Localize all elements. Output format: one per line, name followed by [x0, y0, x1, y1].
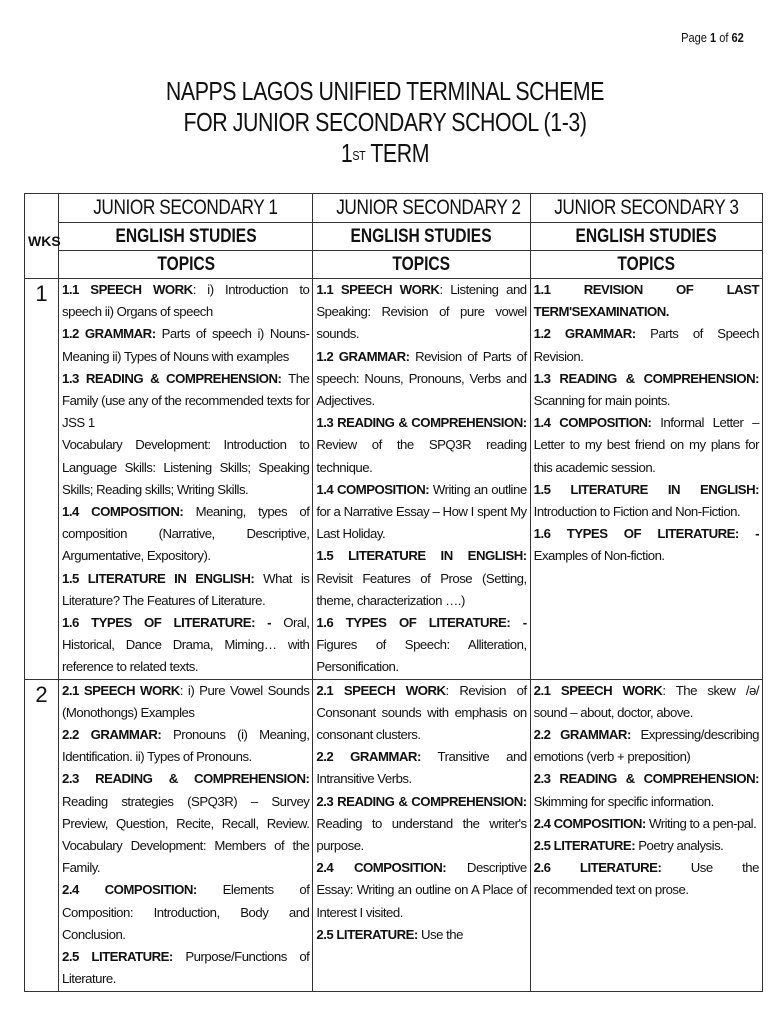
topic-text: Poetry analysis.: [635, 838, 724, 854]
topics-header-jss1-label: TOPICS: [156, 254, 215, 275]
weeks-header: WKS: [25, 194, 59, 279]
topic-text: : The skew /ə/ sound – about, doctor, above.: [533, 682, 759, 720]
topic-heading: 2.3 READING & COMPREHENSION:: [62, 771, 310, 787]
topic-heading: 2.2 GRAMMAR:: [316, 749, 421, 765]
topic-heading: 2.2 GRAMMAR:: [62, 727, 162, 743]
topic-text: Transitive and Intransitive Verbs.: [316, 749, 527, 787]
term-ordinal-suffix: ST: [352, 148, 366, 163]
topic-heading: 2.1 SPEECH WORK: [62, 682, 180, 698]
topic-heading: 1.1 SPEECH WORK: [62, 282, 193, 297]
topic-item: [316, 479, 526, 546]
topic-heading: 1.2 GRAMMAR:: [316, 348, 410, 364]
topic-item: [534, 724, 759, 768]
topic-item: [534, 813, 759, 835]
topic-heading: 2.3 READING & COMPREHENSION:: [316, 793, 527, 809]
column-header-jss2-label: JUNIOR SECONDARY 2: [336, 196, 521, 219]
topics-header-jss3: [530, 251, 762, 279]
topic-text: Purpose/Functions of Literature.: [62, 949, 310, 987]
topic-item: [534, 412, 759, 479]
scheme-table: [24, 193, 763, 992]
term-number: 1: [340, 138, 353, 168]
topic-text: Scanning for main points.: [533, 393, 670, 409]
topic-heading: 2.5 LITERATURE:: [62, 949, 173, 965]
title-line-2: FOR JUNIOR SECONDARY SCHOOL (1-3): [183, 107, 587, 137]
topic-item: [62, 434, 309, 501]
topic-heading: 2.1 SPEECH WORK: [316, 682, 446, 698]
topic-heading: 2.6 LITERATURE:: [533, 860, 662, 876]
topic-text: Parts of Speech Revision.: [533, 326, 759, 364]
topic-heading: 2.4 COMPOSITION:: [533, 815, 646, 831]
topic-text: Writing to a pen-pal.: [645, 815, 757, 831]
page-label: Page: [681, 30, 708, 45]
topic-item: [534, 368, 759, 412]
column-header-jss1: [59, 194, 313, 223]
topic-text: Writing an outline for a Narrative Essay – How I spent My Last Holiday.: [316, 481, 527, 542]
topic-text: Revision of Parts of speech: Nouns, Pronouns, Verbs and Adjectives.: [316, 348, 527, 409]
topic-item: [534, 857, 759, 901]
topic-text: Pronouns (i) Meaning, Identification. ii) Types of Pronouns.: [62, 727, 310, 765]
topic-item: [316, 346, 526, 413]
topic-text: Parts of speech i) Nouns-Meaning ii) Types of Nouns with examples: [62, 326, 310, 364]
topic-heading: 1.4 COMPOSITION:: [62, 504, 184, 520]
topic-heading: 1.4 COMPOSITION:: [533, 415, 652, 431]
subject-header-jss2-label: ENGLISH STUDIES: [350, 226, 493, 247]
topic-text: Reading to understand the writer's purpose.: [316, 815, 527, 854]
topic-item: [316, 412, 526, 479]
page-total: 62: [731, 30, 744, 45]
topic-item: [62, 323, 309, 367]
topic-item: [534, 523, 759, 567]
topic-text: Expressing/describing emotions (verb + preposition): [533, 727, 759, 765]
topic-text: What is Literature? The Features of Literature.: [62, 570, 310, 608]
topic-text: : Listening and Speaking: Revision of pure vowel sounds.: [316, 282, 527, 342]
subject-header-jss3: [530, 223, 762, 251]
topic-heading: 2.5 LITERATURE:: [533, 838, 636, 854]
topic-heading: 1.1 SPEECH WORK: [316, 282, 440, 297]
topics-header-jss2: [313, 251, 530, 279]
topic-item: [534, 323, 759, 367]
topic-item: [316, 612, 526, 679]
topic-text: Revisit Features of Prose (Setting, theme, characterization ….): [316, 570, 527, 608]
topic-item: [62, 768, 309, 879]
topic-heading: 2.2 GRAMMAR:: [533, 727, 631, 743]
topic-text: Descriptive Essay: Writing an outline on A Place of Interest I visited.: [316, 860, 527, 920]
topics-cell: [59, 279, 313, 680]
week-row: [25, 279, 763, 680]
topic-item: [316, 746, 526, 790]
topic-heading: 2.4 COMPOSITION:: [316, 860, 447, 876]
topics-cell: [530, 279, 762, 680]
page-number: [681, 30, 744, 45]
topics-header-jss2-label: TOPICS: [392, 254, 451, 275]
topic-text: Reading strategies (SPQ3R) – Survey Preview, Question, Recite, Recall, Review. Vocabulary Development: Members of the Family.: [62, 793, 310, 876]
subject-header-jss3-label: ENGLISH STUDIES: [575, 226, 717, 247]
subject-header-jss1-label: ENGLISH STUDIES: [115, 226, 257, 247]
week-row: [25, 679, 763, 991]
subject-header-jss1: [59, 223, 313, 251]
topic-text: Introduction to Fiction and Non-Fiction.: [533, 504, 741, 520]
term-word: TERM: [370, 138, 430, 168]
topics-cell: [59, 679, 313, 991]
topic-text: Figures of Speech: Alliteration, Personification.: [316, 637, 527, 675]
topic-text: Elements of Composition: Introduction, Body and Conclusion.: [62, 882, 310, 942]
topic-item: [316, 279, 526, 346]
topic-heading: 2.4 COMPOSITION:: [62, 882, 197, 898]
topic-heading: 1.3 READING & COMPREHENSION:: [533, 370, 759, 386]
topic-text: Vocabulary Development: Introduction to Language Skills: Listening Skills; Speaking Skills; Reading skills; Writing Skills.: [62, 437, 310, 497]
topic-item: [62, 568, 309, 612]
topic-item: [534, 835, 759, 857]
topic-item: [316, 545, 526, 612]
topic-heading: 1.5 LITERATURE IN ENGLISH:: [533, 481, 759, 497]
topic-heading: 1.6 TYPES OF LITERATURE: -: [316, 615, 527, 631]
topic-item: [62, 724, 309, 768]
topic-text: Use the: [417, 926, 463, 942]
topic-item: [62, 680, 309, 724]
column-header-jss2: [313, 194, 530, 223]
column-header-jss1-label: JUNIOR SECONDARY 1: [93, 196, 278, 219]
topic-item: [62, 879, 309, 946]
topic-heading: 1.1 REVISION OF LAST TERM'SEXAMINATION.: [533, 282, 759, 320]
topic-item: [62, 501, 309, 568]
topic-heading: 1.6 TYPES OF LITERATURE: -: [533, 526, 759, 542]
topic-heading: 1.4 COMPOSITION:: [316, 481, 430, 497]
topic-heading: 2.1 SPEECH WORK: [533, 682, 663, 698]
topic-heading: 1.5 LITERATURE IN ENGLISH:: [62, 570, 255, 586]
topic-text: Review of the SPQ3R reading technique.: [316, 437, 527, 475]
header-row-level: [25, 194, 763, 223]
topic-heading: 1.3 READING & COMPREHENSION:: [316, 415, 527, 431]
topic-heading: 2.3 READING & COMPREHENSION:: [533, 771, 759, 787]
topic-heading: 1.5 LITERATURE IN ENGLISH:: [316, 548, 527, 564]
subject-header-jss2: [313, 223, 530, 251]
topic-item: [534, 479, 759, 523]
page-of-label: of: [719, 30, 729, 45]
topic-text: : i) Pure Vowel Sounds (Monothongs) Examples: [62, 682, 310, 720]
header-row-subject: [25, 223, 763, 251]
column-header-jss3-label: JUNIOR SECONDARY 3: [554, 196, 739, 219]
topic-text: The Family (use any of the recommended texts for JSS 1: [62, 370, 310, 431]
topic-item: [316, 857, 526, 924]
page-current: 1: [710, 30, 717, 45]
topic-text: Use the recommended text on prose.: [533, 860, 759, 898]
topic-text: Skimming for specific information.: [533, 793, 714, 809]
term-heading: [69, 138, 700, 169]
topic-item: [316, 680, 526, 747]
topic-text: Examples of Non-fiction.: [533, 548, 665, 564]
topic-item: [534, 279, 759, 323]
topic-item: [316, 791, 526, 858]
topic-text: Oral, Historical, Dance Drama, Miming… with reference to related texts.: [62, 615, 310, 675]
topic-text: : Revision of Consonant sounds with emphasis on consonant clusters.: [316, 682, 527, 743]
topic-heading: 1.6 TYPES OF LITERATURE: -: [62, 615, 272, 631]
topic-heading: 1.3 READING & COMPREHENSION:: [62, 370, 282, 386]
topics-header-jss1: [59, 251, 313, 279]
topic-text: Meaning, types of composition (Narrative, Descriptive, Argumentative, Expository).: [62, 504, 310, 564]
topics-header-jss3-label: TOPICS: [617, 254, 676, 275]
topic-item: [316, 924, 526, 946]
topics-cell: [313, 679, 530, 991]
topic-item: [534, 680, 759, 724]
week-number: 2: [25, 679, 59, 991]
topic-heading: 1.2 GRAMMAR:: [62, 326, 156, 342]
topic-text: : i) Introduction to speech ii) Organs of speech: [62, 282, 310, 320]
topic-item: [62, 279, 309, 323]
topic-text: Informal Letter – Letter to my best friend on my plans for this academic session.: [533, 415, 760, 475]
topic-item: [62, 368, 309, 435]
topic-item: [62, 946, 309, 990]
topic-item: [62, 612, 309, 679]
column-header-jss3: [530, 194, 762, 223]
topic-heading: 1.2 GRAMMAR:: [533, 326, 636, 342]
week-number: 1: [25, 279, 59, 680]
title-line-1: NAPPS LAGOS UNIFIED TERMINAL SCHEME: [165, 76, 605, 106]
document-title: [0, 76, 770, 169]
topic-heading: 2.5 LITERATURE:: [316, 926, 418, 942]
topic-item: [534, 768, 759, 812]
topics-cell: [313, 279, 530, 680]
topics-cell: [530, 679, 762, 991]
header-row-topics: [25, 251, 763, 279]
